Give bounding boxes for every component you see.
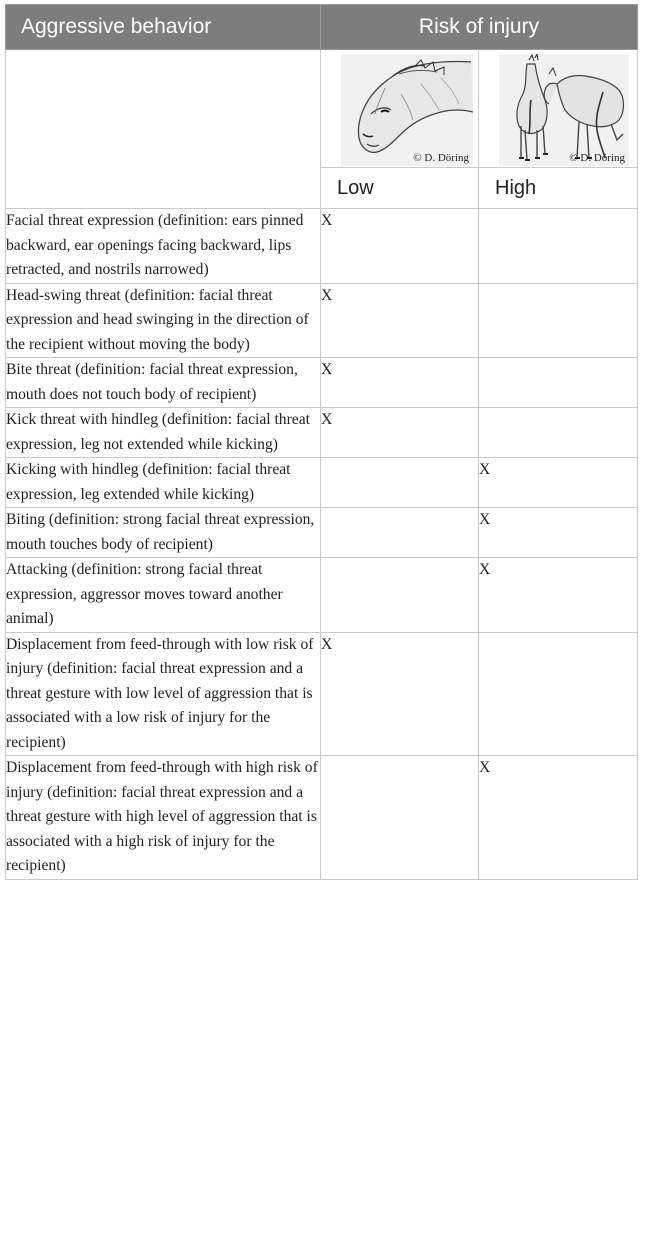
low-risk-mark xyxy=(321,558,479,633)
behavior-description: Facial threat expression (definition: ears pinned backward, ear openings facing backward, lips retracted, and nostrils narrowed) xyxy=(6,209,321,284)
high-risk-mark: X xyxy=(479,558,638,633)
low-risk-label: Low xyxy=(321,168,479,209)
table-row xyxy=(6,558,638,633)
table-row xyxy=(6,408,638,458)
low-risk-illustration-cell xyxy=(321,50,479,168)
behavior-description: Displacement from feed-through with low risk of injury (definition: facial threat expression and a threat gesture with low level of aggression that is associated with a low risk of injury for the recipient) xyxy=(6,632,321,756)
high-risk-mark xyxy=(479,209,638,284)
horse-head-threat-drawing-icon xyxy=(341,54,473,166)
table-header-row xyxy=(6,5,638,50)
high-risk-mark xyxy=(479,283,638,358)
behavior-description: Attacking (definition: strong facial threat expression, aggressor moves toward another animal) xyxy=(6,558,321,633)
behavior-description: Kick threat with hindleg (definition: facial threat expression, leg not extended while kicking) xyxy=(6,408,321,458)
table-row xyxy=(6,756,638,880)
low-risk-mark xyxy=(321,756,479,880)
empty-corner-cell xyxy=(6,50,321,209)
illustration-credit-low: © D. Döring xyxy=(413,152,469,164)
illustration-credit-high: © D. Döring xyxy=(569,152,625,164)
behavior-description: Bite threat (definition: facial threat expression, mouth does not touch body of recipient) xyxy=(6,358,321,408)
table-row xyxy=(6,358,638,408)
table-row xyxy=(6,458,638,508)
high-risk-mark: X xyxy=(479,756,638,880)
risk-column-header: Risk of injury xyxy=(321,5,638,50)
aggression-table-page xyxy=(5,4,637,880)
low-risk-mark xyxy=(321,508,479,558)
low-risk-mark: X xyxy=(321,408,479,458)
behavior-column-header: Aggressive behavior xyxy=(6,5,321,50)
high-risk-mark: X xyxy=(479,458,638,508)
behavior-description: Kicking with hindleg (definition: facial threat expression, leg extended while kicking) xyxy=(6,458,321,508)
high-risk-mark: X xyxy=(479,508,638,558)
table-row xyxy=(6,508,638,558)
high-risk-mark xyxy=(479,358,638,408)
high-risk-mark xyxy=(479,632,638,756)
table-row xyxy=(6,632,638,756)
illustration-row xyxy=(6,50,638,168)
horse-kicking-drawing-icon xyxy=(499,54,629,166)
aggressive-behavior-table xyxy=(5,4,638,880)
low-risk-mark: X xyxy=(321,358,479,408)
low-risk-mark xyxy=(321,458,479,508)
behavior-description: Biting (definition: strong facial threat expression, mouth touches body of recipient) xyxy=(6,508,321,558)
low-risk-mark: X xyxy=(321,209,479,284)
high-risk-mark xyxy=(479,408,638,458)
table-row xyxy=(6,209,638,284)
behavior-description: Head-swing threat (definition: facial threat expression and head swinging in the direction of the recipient without moving the body) xyxy=(6,283,321,358)
high-risk-label: High xyxy=(479,168,638,209)
table-row xyxy=(6,283,638,358)
low-risk-mark: X xyxy=(321,632,479,756)
high-risk-illustration-cell xyxy=(479,50,638,168)
low-risk-mark: X xyxy=(321,283,479,358)
behavior-description: Displacement from feed-through with high risk of injury (definition: facial threat expression and a threat gesture with high level of aggression that is associated with a high risk of injury for the recipient) xyxy=(6,756,321,880)
